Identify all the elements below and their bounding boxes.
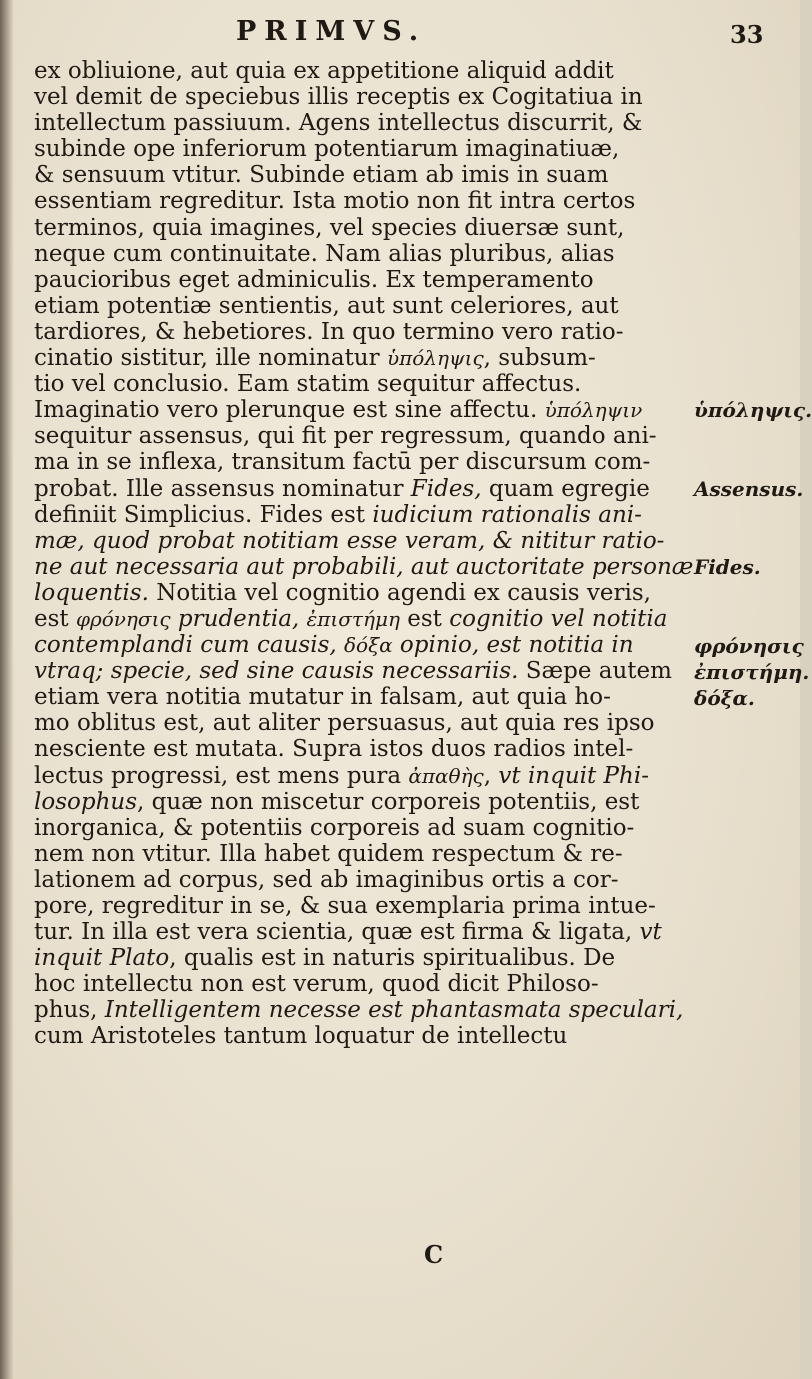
text-run: quam egregie [481, 475, 650, 502]
margin-notes [694, 0, 812, 1379]
italic-run: losophus [34, 788, 138, 815]
text-run: pore, regreditur in se, & sua exemplaria prima intue- [34, 893, 656, 919]
margin-note-phronesis: φρόνησις [694, 634, 804, 658]
running-title: PRIMVS. [236, 16, 427, 47]
text-line [34, 684, 674, 710]
text-run: Sæpe autem [518, 658, 672, 685]
text-run: lectus progressi, est mens pura [34, 762, 409, 789]
italic-run: inquit Plato [34, 945, 170, 972]
greek-term: ἐπιστήμη [306, 606, 400, 631]
text-run: , quæ non miscetur corporeis potentiis, est [137, 788, 640, 815]
italic-run: vt inquit Phi- [498, 762, 649, 789]
text-line [34, 580, 674, 606]
binding-gutter [0, 0, 14, 1379]
text-line [34, 893, 674, 919]
text-run: hoc intellectu non est verum, quod dicit Philoso- [34, 971, 599, 998]
italic-run: vt [639, 919, 662, 946]
greek-term: δόξα [344, 633, 393, 658]
italic-run: Intelligentem necesse est phantasmata speculari, [104, 997, 684, 1024]
italic-run: loquentis. [34, 579, 149, 606]
text-run: tio vel conclusio. Eam statim sequitur affectus. [34, 371, 582, 398]
body-text [34, 58, 694, 1050]
text-line [34, 84, 674, 110]
text-run: neque cum continuitate. Nam alias pluribus, alias [34, 240, 615, 267]
text-run: & sensuum vtitur. Subinde etiam ab imis in suam [34, 162, 609, 189]
text-run: etiam potentiæ sentientis, aut sunt celeriores, aut [34, 292, 619, 319]
text-run: , [483, 762, 499, 789]
text-line [34, 371, 674, 397]
text-line [34, 502, 674, 528]
text-line [34, 397, 674, 423]
text-line [34, 136, 674, 162]
margin-note-fides: Fides. [694, 555, 761, 579]
text-run: Notitia vel cognitio agendi ex causis veris, [148, 579, 651, 606]
text-line [34, 1023, 674, 1049]
margin-note-hypolepsis: ὑπόληψις. [694, 398, 812, 422]
text-run: paucioribus eget adminiculis. Ex temperamento [34, 266, 594, 293]
text-line [34, 658, 674, 684]
text-line [34, 919, 674, 945]
text-line [34, 162, 674, 188]
text-run: nesciente est mutata. Supra istos duos radios intel- [34, 736, 634, 763]
italic-run: iudicium rationalis ani- [372, 501, 642, 528]
text-line [34, 945, 674, 971]
italic-run: contemplandi cum causis, [34, 632, 345, 659]
italic-run: opinio, est notitia in [392, 632, 634, 659]
text-line [34, 215, 674, 241]
text-run: definiit Simplicius. Fides est [34, 501, 373, 528]
text-run: lationem ad corpus, sed ab imaginibus ortis a cor- [34, 866, 619, 893]
text-line [34, 997, 684, 1024]
italic-run: prudentia, [170, 605, 307, 632]
text-run: inorganica, & potentiis corporeis ad suam cognitio- [34, 814, 635, 841]
greek-term: ἀπαθὴς [408, 763, 484, 788]
text-line [34, 267, 674, 293]
text-run: cum Aristoteles tantum loquatur de intellectu [34, 1023, 568, 1050]
text-run: Imaginatio vero plerunque est sine affectu. [34, 397, 545, 424]
text-line [34, 763, 674, 789]
running-head [0, 14, 800, 54]
text-run: subinde ope inferiorum potentiarum imaginatiuæ, [34, 136, 620, 163]
text-line [34, 789, 674, 815]
text-line [34, 971, 674, 997]
italic-run: cognitio vel notitia [449, 605, 668, 632]
text-line [34, 110, 674, 136]
text-line [34, 293, 674, 319]
margin-note-doxa: δόξα. [694, 686, 755, 710]
text-run: tur. In illa est vera scientia, quæ est firma & ligata, [34, 919, 640, 946]
text-run: cinatio sistitur, ille nominatur [34, 345, 387, 372]
text-line [34, 449, 674, 475]
text-run: intellectum passiuum. Agens intellectus discurrit, & [34, 110, 643, 137]
greek-term: ὑπόληψις [386, 346, 484, 371]
text-line [34, 867, 674, 893]
margin-note-episteme: ἐπιστήμη. [694, 660, 810, 684]
text-line [34, 241, 674, 267]
text-run: tardiores, & hebetiores. In quo termino vero ratio- [34, 318, 624, 345]
text-line [34, 423, 674, 449]
text-run: phus, [34, 997, 105, 1024]
text-run: est [399, 605, 450, 632]
text-run: terminos, quia imagines, vel species diuersæ sunt, [34, 214, 625, 241]
italic-run: mæ, quod probat notitiam esse veram, & nititur ratio- [34, 527, 665, 554]
text-run: , qualis est in naturis spiritualibus. De [169, 945, 616, 972]
text-line [34, 528, 674, 554]
text-line [34, 188, 674, 214]
text-run: probat. Ille assensus nominatur [34, 475, 411, 502]
text-line [34, 319, 674, 345]
text-run: nem non vtitur. Illa habet quidem respectum & re- [34, 840, 623, 867]
text-line [34, 815, 674, 841]
text-run: etiam vera notitia mutatur in falsam, aut quia ho- [34, 684, 611, 711]
text-run: mo oblitus est, aut aliter persuasus, aut quia res ipso [34, 710, 655, 737]
text-line [34, 606, 674, 632]
text-run: vel demit de speciebus illis receptis ex Cogitatiua in [34, 84, 643, 111]
text-run: est [34, 605, 76, 632]
text-run: essentiam regreditur. Ista motio non fit intra certos [34, 188, 636, 215]
text-run: ex obliuione, aut quia ex appetitione aliquid addit [34, 58, 614, 84]
italic-run: vtraq; specie, sed sine causis necessariis. [34, 658, 519, 685]
text-line [34, 841, 674, 867]
margin-note-assensus: Assensus. [694, 477, 804, 501]
italic-run: ne aut necessaria aut probabili, aut auctoritate personæ [34, 553, 694, 580]
greek-term: ὑπόληψιν [544, 398, 643, 423]
text-line [34, 632, 674, 658]
greek-term: φρόνησις [75, 606, 171, 631]
text-line [34, 736, 674, 762]
text-line [34, 476, 674, 502]
italic-run: Fides, [410, 475, 482, 502]
signature-mark: C [424, 1240, 444, 1269]
text-line [34, 710, 674, 736]
text-run: , subsum- [483, 345, 596, 372]
text-run: ma in se inflexa, transitum factū per discursum com- [34, 449, 651, 476]
text-line [34, 553, 694, 580]
text-line [34, 345, 674, 371]
text-run: sequitur assensus, qui fit per regressum, quando ani- [34, 423, 657, 450]
page-number: 33 [730, 20, 764, 49]
text-line [34, 58, 674, 84]
